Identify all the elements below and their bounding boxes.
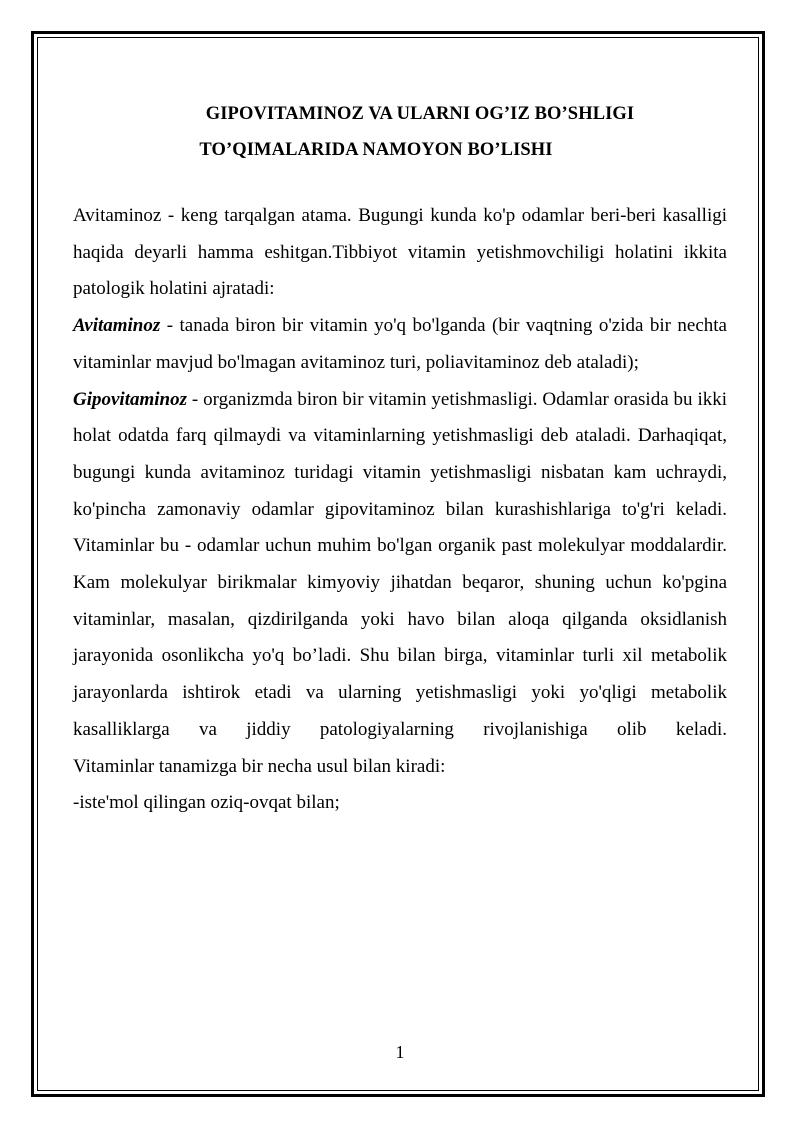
document-body (73, 198, 727, 822)
document-title (100, 96, 740, 168)
title-line-2: TO’QIMALARIDA NAMOYON BO’LISHI (199, 140, 553, 160)
paragraph-vitamins: Vitaminlar bu - odamlar uchun muhim bo'lgan organik past molekulyar moddalardir. Kam molekulyar birikmalar kimyoviy jihatdan beqaror, shuning uchun ko'pgina vitaminlar, masalan, qizdirilganda yoki havo bilan aloqa qilganda oksidlanish jarayonida osonlikcha yo'q bo’ladi. Shu bilan birga, vitaminlar turli xil metabolik jarayonlarda ishtirok etadi va ularning yetishmasligi yoki yo'qligi metabolik kasalliklarga va jiddiy patologiyalarning rivojlanishiga olib keladi. (73, 535, 727, 740)
paragraph-intro: Avitaminoz - keng tarqalgan atama. Bugungi kunda ko'p odamlar beri-beri kasalligi haqida deyarli hamma eshitgan.Tibbiyot vitamin yetishmovchiligi holatini ikkita patologik holatini ajratadi: (73, 205, 727, 300)
paragraph-avitaminoz (73, 308, 727, 381)
page-number: 1 (395, 1042, 405, 1062)
list-item-food: -iste'mol qilingan oziq-ovqat bilan; (73, 792, 340, 814)
title-line-1: GIPOVITAMINOZ VA ULARNI OG’IZ BO’SHLIGI (205, 104, 635, 124)
gipovitaminoz-definition: - organizmda biron bir vitamin yetishmasligi. Odamlar orasida bu ikki holat odatda farq qilmaydi va vitaminlarning yetishmasligi deb ataladi. Darhaqiqat, bugungi kunda avitaminoz turidagi vitamin yetishmasligi nisbatan kam uchraydi, ko'pincha zamonaviy odamlar gipovitaminoz bilan kurashishlariga to'g'ri keladi. (73, 388, 727, 520)
term-gipovitaminoz: Gipovitaminoz (73, 388, 188, 410)
paragraph-intake: Vitaminlar tanamizga bir necha usul bilan kiradi: (73, 755, 446, 777)
avitaminoz-definition: - tanada biron bir vitamin yo'q bo'lganda (bir vaqtning o'zida bir nechta vitaminlar mavjud bo'lmagan avitaminoz turi, poliavitaminoz deb ataladi); (73, 315, 727, 373)
term-avitaminoz: Avitaminoz (73, 315, 161, 337)
paragraph-gipovitaminoz (73, 382, 727, 529)
